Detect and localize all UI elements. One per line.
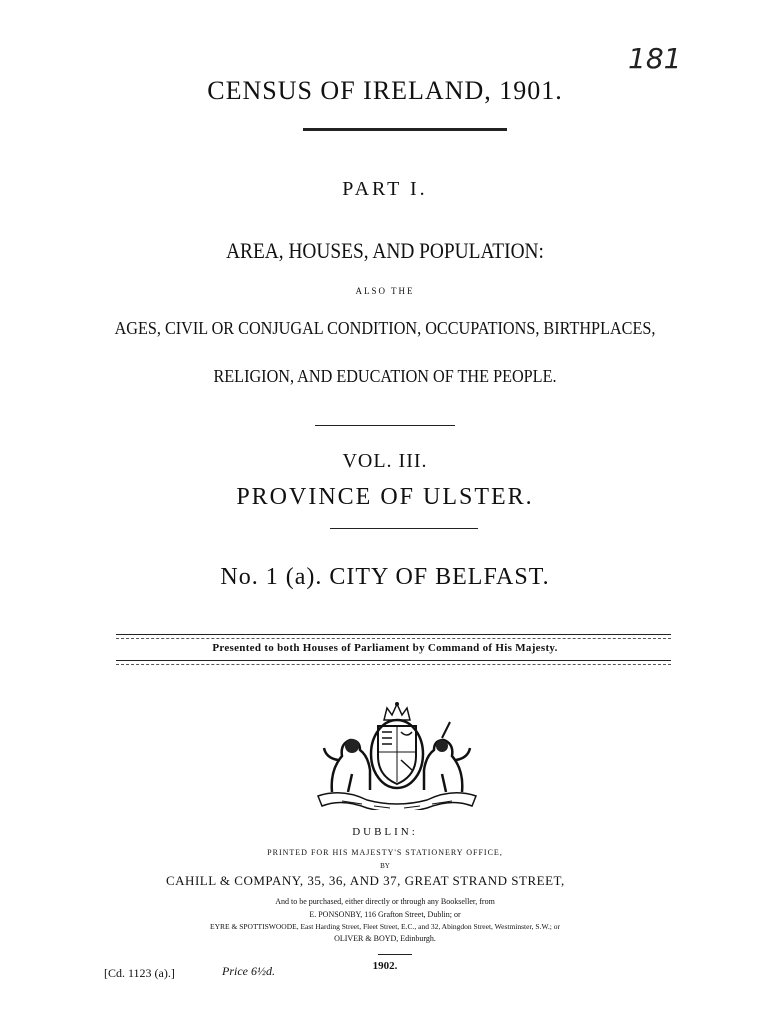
purchase-line-4: OLIVER & BOYD, Edinburgh. xyxy=(334,934,436,943)
city-heading: No. 1 (a). CITY OF BELFAST. xyxy=(220,564,550,590)
part-heading: PART I. xyxy=(342,178,428,200)
imprint-printer: CAHILL & COMPANY, 35, 36, AND 37, GREAT STRAND STREET, xyxy=(166,873,565,888)
imprint-place: DUBLIN: xyxy=(352,826,418,838)
subject-line-1: AGES, CIVIL OR CONJUGAL CONDITION, OCCUPATIONS, BIRTHPLACES, xyxy=(114,318,656,338)
also-the-text: ALSO THE xyxy=(355,286,415,296)
imprint-printed-for: PRINTED FOR HIS MAJESTY'S STATIONERY OFFICE, xyxy=(267,848,503,857)
presented-line: Presented to both Houses of Parliament by Command of His Majesty. xyxy=(212,642,558,654)
presented-top-rule-2 xyxy=(116,638,671,639)
command-number: [Cd. 1123 (a).] xyxy=(104,966,175,980)
year-rule xyxy=(378,954,412,955)
subject-line-2: RELIGION, AND EDUCATION OF THE PEOPLE. xyxy=(213,366,557,386)
handwritten-page-number: 181 xyxy=(628,42,682,75)
province-heading: PROVINCE OF ULSTER. xyxy=(236,484,534,510)
province-rule xyxy=(330,528,478,529)
purchase-line-1: And to be purchased, either directly or through any Bookseller, from xyxy=(275,897,495,906)
purchase-line-3: EYRE & SPOTTISWOODE, East Harding Street, Fleet Street, E.C., and 32, Abingdon Street, Westminster, S.W.; or xyxy=(210,922,560,931)
price: Price 6½d. xyxy=(222,964,275,978)
section-rule xyxy=(315,425,455,426)
royal-coat-of-arms-icon xyxy=(312,700,482,810)
imprint-by: BY xyxy=(380,862,390,870)
presented-bottom-rule xyxy=(116,660,671,661)
title-rule xyxy=(303,128,507,131)
presented-bottom-rule-2 xyxy=(116,664,671,665)
purchase-line-2: E. PONSONBY, 116 Grafton Street, Dublin; or xyxy=(309,910,461,919)
document-title: CENSUS OF IRELAND, 1901. xyxy=(207,76,563,105)
publication-year: 1902. xyxy=(372,960,398,972)
presented-top-rule xyxy=(116,634,671,635)
volume-heading: VOL. III. xyxy=(342,450,428,472)
subtitle: AREA, HOUSES, AND POPULATION: xyxy=(226,238,544,263)
